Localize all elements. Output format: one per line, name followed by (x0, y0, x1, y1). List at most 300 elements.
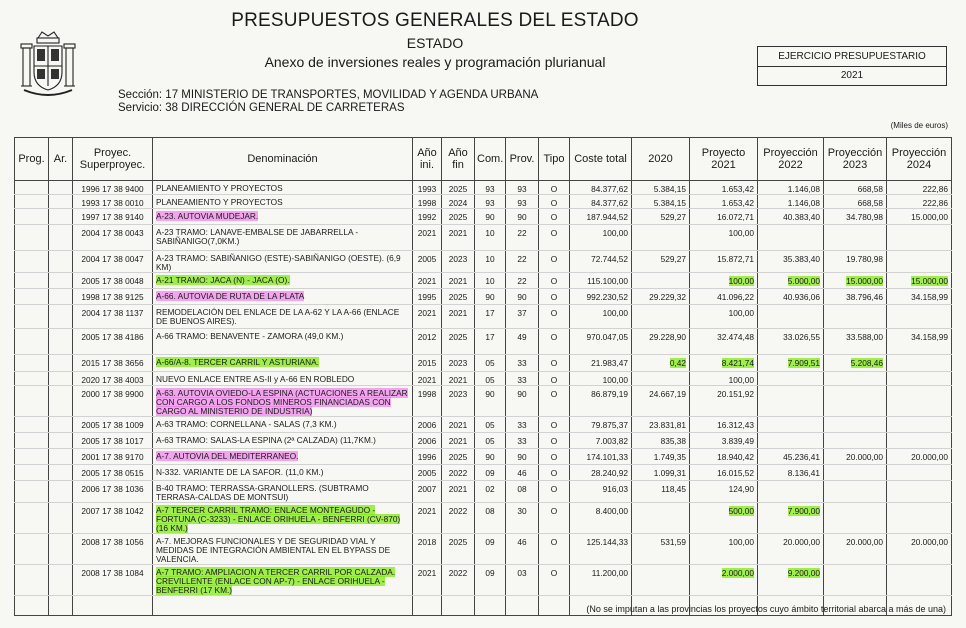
project-code-cell (73, 417, 153, 433)
table-row (15, 195, 952, 209)
prog-cell (15, 433, 49, 449)
start-year-cell (413, 289, 442, 305)
cell-text: 1998 (417, 389, 437, 399)
cell-text: 1997 17 38 9140 (81, 212, 144, 222)
cell-text: 2006 17 38 1036 (81, 484, 144, 494)
prov-cell (506, 305, 539, 329)
amount-2020-cell (632, 329, 690, 355)
cell-text: O (550, 228, 558, 238)
fiscal-year-value: 2021 (840, 70, 864, 81)
prog-cell (15, 251, 49, 273)
cell-text: 2025 (448, 184, 468, 194)
cell-text: 2021 (417, 506, 437, 516)
cell-text: 20.151,92 (717, 389, 754, 399)
cell-text: 2022 (448, 506, 468, 516)
investment-table (14, 137, 952, 616)
cell-text: A-7. AUTOVIA DEL MEDITERRANEO. (156, 451, 299, 461)
amount-2021-cell (690, 417, 758, 433)
table-row (15, 481, 952, 503)
type-cell (539, 465, 570, 481)
document-title: PRESUPUESTOS GENERALES DEL ESTADO (231, 10, 639, 31)
amount-2021-cell (690, 305, 758, 329)
cell-text: 22 (517, 276, 527, 286)
com-cell (475, 372, 506, 386)
amount-2020-cell (632, 372, 690, 386)
ar-cell (49, 372, 73, 386)
project-code-cell (73, 534, 153, 565)
cell-text: 100,00 (728, 537, 754, 547)
cell-text: 100,00 (728, 228, 754, 238)
start-year-cell (413, 372, 442, 386)
amount-2023-cell (824, 209, 887, 225)
amount-2023-cell (824, 305, 887, 329)
cell-text: 2007 (417, 484, 437, 494)
cell-text: 2021 (448, 436, 468, 446)
col-header-anio-fin: Año fin (442, 138, 475, 181)
denomination-cell (153, 195, 413, 209)
denomination-cell (153, 181, 413, 195)
prov-cell (506, 386, 539, 417)
cell-text: 33 (517, 358, 527, 368)
amount-2020-cell (632, 273, 690, 289)
prog-cell (15, 465, 49, 481)
cell-text: A-66/A-8. TERCER CARRIL Y ASTURIANA. (156, 357, 319, 367)
amount-2021-cell (690, 355, 758, 372)
prog-cell (15, 372, 49, 386)
project-code-cell (73, 503, 153, 534)
cell-text: 174.101,33 (586, 452, 628, 462)
type-cell (539, 225, 570, 251)
total-cost-cell (570, 465, 632, 481)
type-cell (539, 251, 570, 273)
cell-text: A-63 TRAMO: SALAS-LA ESPINA (2ª CALZADA) (11,7KM.) (156, 435, 376, 445)
amount-2020-cell (632, 355, 690, 372)
amount-2023-cell (824, 273, 887, 289)
cell-text: 2005 17 38 0515 (81, 468, 144, 478)
amount-2024-cell (887, 481, 952, 503)
cell-text: 2021 (417, 276, 437, 286)
end-year-cell (442, 433, 475, 449)
cell-text: 33 (517, 375, 527, 385)
cell-text: 33 (517, 436, 527, 446)
cell-text: 992.230,52 (586, 292, 628, 302)
ar-cell (49, 273, 73, 289)
empty-cell (475, 596, 506, 616)
prog-cell (15, 209, 49, 225)
amount-2024-cell (887, 433, 952, 449)
project-code-cell (73, 181, 153, 195)
ar-cell (49, 225, 73, 251)
table-row (15, 565, 952, 596)
prov-cell (506, 251, 539, 273)
cell-text: 93 (517, 184, 527, 194)
type-cell (539, 386, 570, 417)
cell-text: 2020 17 38 4003 (81, 375, 144, 385)
table-row (15, 329, 952, 355)
amount-2022-cell (758, 195, 824, 209)
cell-text: REMODELACIÓN DEL ENLACE DE LA A-62 Y LA A-66 (ENLACE DE BUENOS AIRES). (156, 307, 400, 326)
cell-text: 2000 17 38 9900 (81, 389, 144, 399)
cell-text: 37 (517, 308, 527, 318)
amount-2021-cell (690, 534, 758, 565)
prog-cell (15, 386, 49, 417)
denomination-cell (153, 251, 413, 273)
start-year-cell (413, 181, 442, 195)
amount-2020-cell (632, 251, 690, 273)
cell-text: 17 (485, 332, 495, 342)
type-cell (539, 273, 570, 289)
amount-2023-cell (824, 181, 887, 195)
type-cell (539, 305, 570, 329)
amount-2023-cell (824, 355, 887, 372)
amount-2024-cell (887, 289, 952, 305)
denomination-cell (153, 465, 413, 481)
cell-text: 2004 17 38 0047 (81, 254, 144, 264)
col-header-prov: Prov. (506, 138, 539, 181)
com-cell (475, 449, 506, 465)
amount-2024-cell (887, 449, 952, 465)
prog-cell (15, 289, 49, 305)
table-header-row (15, 138, 952, 181)
amount-2020-cell (632, 503, 690, 534)
denomination-cell (153, 565, 413, 596)
amount-2020-cell (632, 289, 690, 305)
total-cost-cell (570, 534, 632, 565)
start-year-cell (413, 355, 442, 372)
ar-cell (49, 534, 73, 565)
total-cost-cell (570, 209, 632, 225)
cell-text: 09 (485, 537, 495, 547)
com-cell (475, 565, 506, 596)
amount-2023-cell (824, 329, 887, 355)
amount-2024-cell (887, 305, 952, 329)
amount-2022-cell (758, 481, 824, 503)
cell-text: 90 (517, 212, 527, 222)
cell-text: 668,58 (857, 198, 883, 208)
denomination-cell (153, 329, 413, 355)
com-cell (475, 503, 506, 534)
col-header-2023: Proyección 2023 (824, 138, 887, 181)
table-row (15, 305, 952, 329)
cell-text: 11.200,00 (591, 568, 628, 578)
ar-cell (49, 209, 73, 225)
service-line: Servicio: 38 DIRECCIÓN GENERAL DE CARRETERAS (118, 102, 405, 114)
prog-cell (15, 225, 49, 251)
cell-text: 24.667,19 (649, 389, 686, 399)
fiscal-year-label: EJERCICIO PRESUPUESTARIO (758, 47, 946, 67)
cell-text: 84.377,62 (591, 198, 628, 208)
ar-cell (49, 433, 73, 449)
type-cell (539, 329, 570, 355)
ar-cell (49, 305, 73, 329)
cell-text: 93 (485, 198, 495, 208)
cell-text: 3.839,49 (721, 436, 754, 446)
amount-2024-cell (887, 195, 952, 209)
start-year-cell (413, 481, 442, 503)
cell-text: 2007 17 38 1042 (81, 506, 144, 516)
cell-text: A-23. AUTOVIA MUDEJAR. (156, 211, 259, 221)
cell-text: 2.000,00 (721, 568, 754, 578)
amount-2020-cell (632, 209, 690, 225)
cell-text: 2015 17 38 3656 (81, 358, 144, 368)
cell-text: 93 (517, 198, 527, 208)
ar-cell (49, 417, 73, 433)
cell-text: 2021 (417, 568, 437, 578)
table-row (15, 251, 952, 273)
total-cost-cell (570, 181, 632, 195)
cell-text: A-21 TRAMO: JACA (N) - JACA (O). (156, 275, 290, 285)
cell-text: 970.047,05 (586, 332, 628, 342)
cell-text: O (550, 436, 558, 446)
amount-2022-cell (758, 355, 824, 372)
cell-text: 90 (517, 389, 527, 399)
table-row (15, 503, 952, 534)
cell-text: 222,86 (922, 198, 948, 208)
cell-text: 90 (485, 452, 495, 462)
com-cell (475, 355, 506, 372)
amount-2024-cell (887, 503, 952, 534)
prov-cell (506, 225, 539, 251)
amount-2022-cell (758, 534, 824, 565)
amount-2021-cell (690, 433, 758, 449)
cell-text: 1.653,42 (721, 184, 754, 194)
total-cost-cell (570, 251, 632, 273)
amount-2020-cell (632, 386, 690, 417)
cell-text: 08 (517, 484, 527, 494)
amount-2020-cell (632, 195, 690, 209)
cell-text: 100,00 (728, 308, 754, 318)
ar-cell (49, 386, 73, 417)
prog-cell (15, 449, 49, 465)
type-cell (539, 565, 570, 596)
cell-text: 529,27 (660, 254, 686, 264)
denomination-cell (153, 225, 413, 251)
amount-2021-cell (690, 225, 758, 251)
denomination-cell (153, 273, 413, 289)
col-header-tipo: Tipo (539, 138, 570, 181)
prov-cell (506, 433, 539, 449)
cell-text: O (550, 468, 558, 478)
end-year-cell (442, 465, 475, 481)
cell-text: 5.208,46 (850, 358, 883, 368)
empty-cell (15, 596, 49, 616)
cell-text: A-66. AUTOVIA DE RUTA DE LA PLATA (156, 291, 305, 301)
prov-cell (506, 355, 539, 372)
amount-2024-cell (887, 465, 952, 481)
cell-text: 2008 17 38 1084 (81, 568, 144, 578)
amount-2020-cell (632, 465, 690, 481)
amount-2021-cell (690, 386, 758, 417)
cell-text: 100,00 (602, 308, 628, 318)
prov-cell (506, 209, 539, 225)
cell-text: 05 (485, 420, 495, 430)
project-code-cell (73, 225, 153, 251)
amount-2023-cell (824, 195, 887, 209)
empty-cell (539, 596, 570, 616)
cell-text: 125.144,33 (586, 537, 628, 547)
cell-text: 28.240,92 (591, 468, 628, 478)
amount-2022-cell (758, 503, 824, 534)
total-cost-cell (570, 372, 632, 386)
amount-2020-cell (632, 565, 690, 596)
cell-text: 2008 17 38 1056 (81, 537, 144, 547)
cell-text: 46 (517, 537, 527, 547)
cell-text: O (550, 537, 558, 547)
start-year-cell (413, 565, 442, 596)
type-cell (539, 372, 570, 386)
cell-text: 20.000,00 (911, 452, 948, 462)
cell-text: O (550, 420, 558, 430)
cell-text: 1.099,31 (653, 468, 686, 478)
cell-text: 2021 (417, 375, 437, 385)
table-row (15, 181, 952, 195)
cell-text: O (550, 389, 558, 399)
amount-2024-cell (887, 355, 952, 372)
end-year-cell (442, 209, 475, 225)
total-cost-cell (570, 565, 632, 596)
end-year-cell (442, 289, 475, 305)
cell-text: 2021 (448, 484, 468, 494)
denomination-cell (153, 433, 413, 449)
total-cost-cell (570, 449, 632, 465)
amount-2024-cell (887, 251, 952, 273)
col-header-prog: Prog. (15, 138, 49, 181)
cell-text: 16.072,71 (717, 212, 754, 222)
amount-2022-cell (758, 251, 824, 273)
amount-2022-cell (758, 372, 824, 386)
cell-text: 22 (517, 254, 527, 264)
cell-text: 118,45 (661, 484, 686, 494)
cell-text: 7.909,51 (787, 358, 820, 368)
table-row (15, 225, 952, 251)
amount-2022-cell (758, 449, 824, 465)
project-code-cell (73, 251, 153, 273)
cell-text: O (550, 375, 558, 385)
amount-2024-cell (887, 565, 952, 596)
total-cost-cell (570, 503, 632, 534)
col-header-2022: Proyección 2022 (758, 138, 824, 181)
cell-text: 531,59 (660, 537, 686, 547)
project-code-cell (73, 465, 153, 481)
col-header-proyec: Proyec. Superproyec. (73, 138, 153, 181)
amount-2024-cell (887, 417, 952, 433)
table-row (15, 465, 952, 481)
amount-2023-cell (824, 465, 887, 481)
prog-cell (15, 534, 49, 565)
total-cost-cell (570, 355, 632, 372)
cell-text: 79.875,37 (591, 420, 628, 430)
amount-2020-cell (632, 449, 690, 465)
amount-2020-cell (632, 481, 690, 503)
table-row (15, 273, 952, 289)
table-row (15, 372, 952, 386)
cell-text: 7.900,00 (787, 506, 820, 516)
amount-2024-cell (887, 534, 952, 565)
project-code-cell (73, 433, 153, 449)
cell-text: 90 (517, 292, 527, 302)
denomination-cell (153, 481, 413, 503)
prog-cell (15, 481, 49, 503)
end-year-cell (442, 355, 475, 372)
ar-cell (49, 449, 73, 465)
cell-text: 2005 (417, 468, 437, 478)
cell-text: 16.312,43 (717, 420, 754, 430)
cell-text: 10 (485, 228, 495, 238)
prog-cell (15, 181, 49, 195)
cell-text: 23.831,81 (649, 420, 686, 430)
cell-text: A-7 TERCER CARRIL TRAMO: ENLACE MONTEAGUDO - FORTUNA (C-3233) - ENLACE ORIHUELA - BENFERRI (CV-870) (16 KM.) (156, 505, 401, 533)
cell-text: 100,00 (602, 228, 628, 238)
cell-text: 40.383,40 (783, 212, 820, 222)
cell-text: 1992 (417, 212, 437, 222)
cell-text: O (550, 506, 558, 516)
amount-2023-cell (824, 417, 887, 433)
cell-text: 1998 (417, 198, 437, 208)
prog-cell (15, 355, 49, 372)
amount-2023-cell (824, 225, 887, 251)
prov-cell (506, 417, 539, 433)
table-row (15, 433, 952, 449)
denomination-cell (153, 417, 413, 433)
amount-2022-cell (758, 225, 824, 251)
cell-text: 2015 (417, 358, 437, 368)
end-year-cell (442, 305, 475, 329)
document-subtitle: ESTADO (406, 35, 464, 51)
type-cell (539, 181, 570, 195)
cell-text: 22 (517, 228, 527, 238)
cell-text: 15.000,00 (911, 212, 948, 222)
end-year-cell (442, 534, 475, 565)
ar-cell (49, 503, 73, 534)
cell-text: 2021 (448, 375, 468, 385)
start-year-cell (413, 305, 442, 329)
cell-text: 8.421,74 (721, 358, 754, 368)
empty-cell (49, 596, 73, 616)
ar-cell (49, 329, 73, 355)
cell-text: 1.653,42 (721, 198, 754, 208)
end-year-cell (442, 386, 475, 417)
com-cell (475, 273, 506, 289)
prog-cell (15, 273, 49, 289)
ar-cell (49, 465, 73, 481)
total-cost-cell (570, 329, 632, 355)
cell-text: O (550, 484, 558, 494)
ar-cell (49, 565, 73, 596)
cell-text: 2005 17 38 0048 (81, 276, 144, 286)
amount-2021-cell (690, 465, 758, 481)
amount-2022-cell (758, 289, 824, 305)
empty-cell (506, 596, 539, 616)
cell-text: 2005 17 38 1017 (81, 436, 144, 446)
cell-text: 20.000,00 (911, 537, 948, 547)
cell-text: 20.000,00 (783, 537, 820, 547)
cell-text: 1.749,35 (653, 452, 686, 462)
cell-text: 1.146,08 (787, 184, 820, 194)
amount-2023-cell (824, 289, 887, 305)
ar-cell (49, 195, 73, 209)
cell-text: 1993 17 38 0010 (81, 198, 144, 208)
cell-text: 2025 (448, 452, 468, 462)
cell-text: 33.588,00 (846, 332, 883, 342)
cell-text: O (550, 212, 558, 222)
type-cell (539, 534, 570, 565)
type-cell (539, 433, 570, 449)
col-header-denominacion: Denominación (153, 138, 413, 181)
denomination-cell (153, 372, 413, 386)
start-year-cell (413, 433, 442, 449)
start-year-cell (413, 449, 442, 465)
cell-text: 17 (485, 308, 495, 318)
